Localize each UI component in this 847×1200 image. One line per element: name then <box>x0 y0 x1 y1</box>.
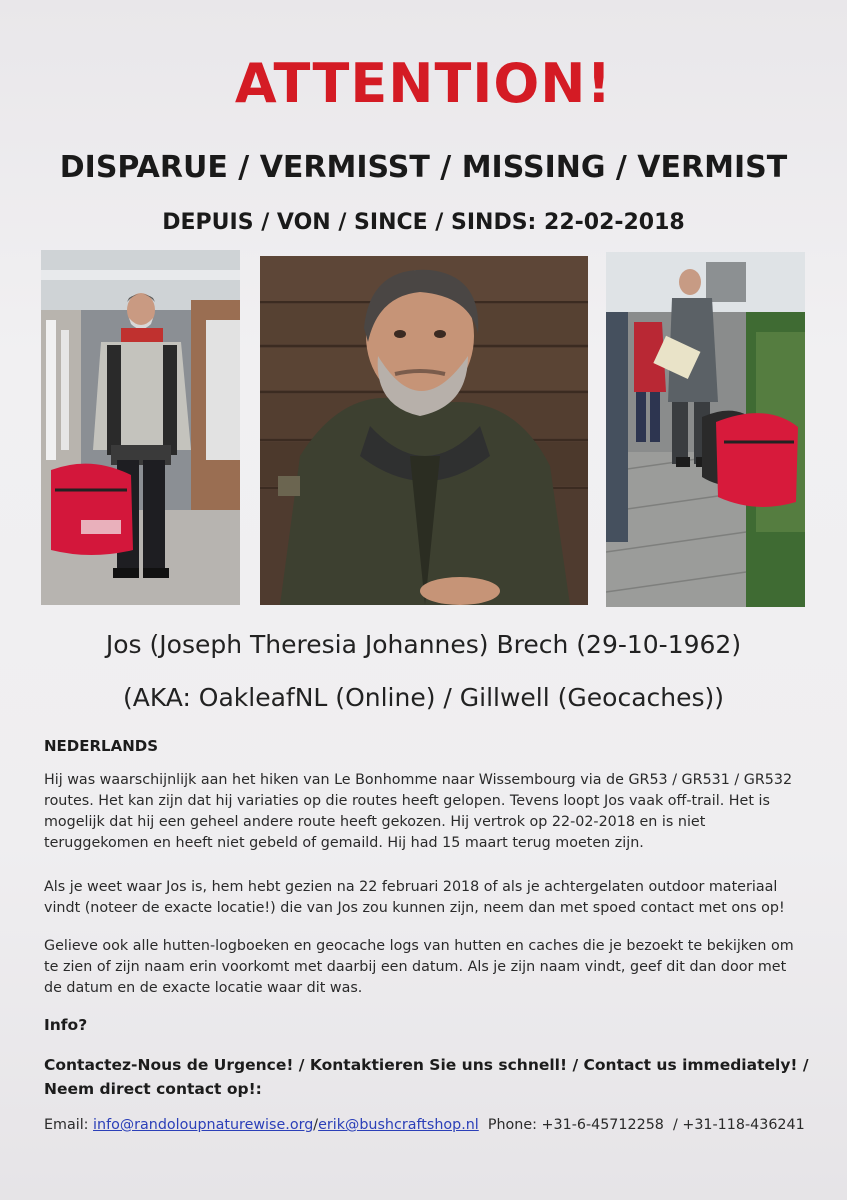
phone-label: Phone: <box>478 1117 542 1133</box>
paragraph-route: Hij was waarschijnlijk aan het hiken van Le Bonhomme naar Wissembourg via de GR53 / GR531 / GR532 routes. Het kan zijn dat hij variaties op die routes heeft gelopen. Tevens loopt Jos vaak off-trail. Het is mogelijk dat hij een geheel andere route heeft gekozen. Hij vertrok op 22-02-2018 en is niet teruggekomen en heeft niet gebeld of gemaild. Hij had 15 maart terug moeten zijn. <box>44 772 793 851</box>
info-heading: Info? <box>44 1016 88 1034</box>
phone-separator: / <box>663 1117 683 1133</box>
paragraph-request: Als je weet waar Jos is, hem hebt gezien na 22 februari 2018 of als je achtergelaten outdoor materiaal vindt (noteer de exacte locatie!) die van Jos zou kunnen zijn, neem dan met spoed contact met ons op! <box>44 879 785 916</box>
email-label: Email: <box>44 1117 94 1133</box>
contact-row <box>44 1117 834 1133</box>
email-link-bushcraftshop[interactable]: erik@bushcraftshop.nl <box>318 1117 479 1133</box>
missing-since-date: DEPUIS / VON / SINCE / SINDS: 22-02-2018 <box>162 210 685 235</box>
missing-heading: DISPARUE / VERMISST / MISSING / VERMIST <box>59 150 788 185</box>
email-link-randoloup[interactable]: info@randoloupnaturewise.org <box>93 1117 314 1133</box>
language-heading: NEDERLANDS <box>44 737 159 755</box>
photo-reading-map <box>606 252 805 607</box>
photo-standing-with-bag <box>41 250 240 605</box>
photo-portrait <box>260 256 588 605</box>
person-aka: (AKA: OakleafNL (Online) / Gillwell (Geocaches)) <box>122 683 725 712</box>
attention-heading: ATTENTION! <box>234 52 613 115</box>
phone-number-landline: +31-118-436241 <box>682 1117 805 1133</box>
paragraph-logbooks: Gelieve ook alle hutten-logboeken en geocache logs van hutten en caches die je bezoekt te bekijken om te zien of zijn naam erin voorkomt met daarbij een datum. Als je zijn naam vindt, geef dit dan door met de datum en de exacte locatie waar dit was. <box>44 938 794 996</box>
email-separator: / <box>313 1117 319 1133</box>
phone-number-mobile: +31-6-45712258 <box>541 1117 664 1133</box>
contact-urgent-text: Contactez-Nous de Urgence! / Kontaktieren Sie uns schnell! / Contact us immediately! / Neem direct contact op!: <box>44 1056 809 1098</box>
person-full-name: Jos (Joseph Theresia Johannes) Brech (29-10-1962) <box>105 630 742 659</box>
